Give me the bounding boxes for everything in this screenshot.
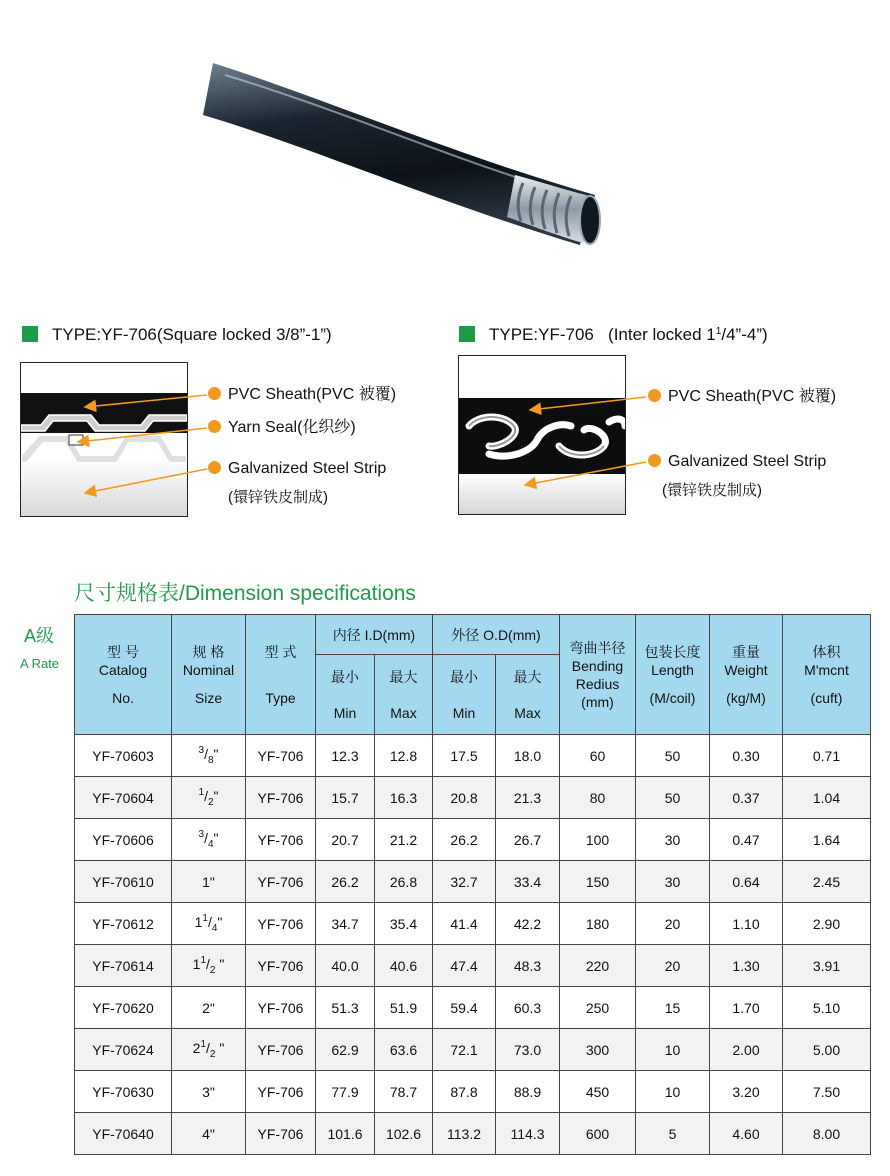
- cell-weight: 3.20: [710, 1071, 783, 1113]
- cell-type: YF-706: [246, 777, 316, 819]
- cell-length: 5: [636, 1113, 710, 1155]
- callout-steel-strip-left-cn: (镮锌铁皮制成): [228, 489, 328, 506]
- cell-length: 15: [636, 987, 710, 1029]
- cell-weight: 2.00: [710, 1029, 783, 1071]
- cell-od-max: 88.9: [496, 1071, 560, 1113]
- cell-length: 20: [636, 945, 710, 987]
- table-row: [75, 861, 871, 903]
- header-catalog: 型 号 Catalog No.: [75, 615, 172, 735]
- cell-length: 10: [636, 1029, 710, 1071]
- cell-size: 1": [172, 861, 246, 903]
- hose-product-image: [195, 45, 635, 260]
- callout-steel-strip-right: Galvanized Steel Strip: [648, 452, 826, 472]
- cell-catalog: YF-70630: [75, 1071, 172, 1113]
- cell-volume: 1.64: [783, 819, 871, 861]
- cell-catalog: YF-70640: [75, 1113, 172, 1155]
- callout-steel-strip-left: Galvanized Steel Strip: [208, 459, 386, 479]
- cell-weight: 1.70: [710, 987, 783, 1029]
- orange-dot-icon: [208, 420, 221, 433]
- callout-pvc-sheath-right: PVC Sheath(PVC 被覆): [648, 387, 836, 407]
- cell-type: YF-706: [246, 903, 316, 945]
- type-title-inter: TYPE:YF-706: [489, 325, 594, 344]
- cell-bend: 80: [560, 777, 636, 819]
- cell-bend: 220: [560, 945, 636, 987]
- cell-volume: 1.04: [783, 777, 871, 819]
- cell-size: $2^1/_2$ ": [172, 1029, 246, 1071]
- callout-pvc-sheath-left: PVC Sheath(PVC 被覆): [208, 385, 396, 405]
- cell-od-max: 18.0: [496, 735, 560, 777]
- cell-id-min: 34.7: [316, 903, 375, 945]
- cell-od-max: 73.0: [496, 1029, 560, 1071]
- header-type: 型 式 Type: [246, 615, 316, 735]
- cell-catalog: YF-70604: [75, 777, 172, 819]
- table-row: [75, 735, 871, 777]
- cell-volume: 3.91: [783, 945, 871, 987]
- cell-id-max: 51.9: [375, 987, 433, 1029]
- section-title: 尺寸规格表/Dimension specifications: [74, 582, 416, 605]
- dimension-spec-table: [74, 614, 871, 1155]
- cell-od-min: 26.2: [433, 819, 496, 861]
- callout-yarn-seal: Yarn Seal(化织纱): [208, 418, 356, 438]
- cell-od-max: 33.4: [496, 861, 560, 903]
- cell-type: YF-706: [246, 987, 316, 1029]
- cell-size: $1^1/_2$ ": [172, 945, 246, 987]
- header-od-min: 最小 Min: [433, 655, 496, 735]
- orange-dot-icon: [648, 389, 661, 402]
- header-bend: 弯曲半径 Bending Redius (mm): [560, 615, 636, 735]
- cell-id-max: 40.6: [375, 945, 433, 987]
- type-heading-square: [22, 325, 332, 345]
- cell-id-max: 78.7: [375, 1071, 433, 1113]
- cell-catalog: YF-70612: [75, 903, 172, 945]
- cell-type: YF-706: [246, 1113, 316, 1155]
- cell-catalog: YF-70606: [75, 819, 172, 861]
- cell-id-min: 20.7: [316, 819, 375, 861]
- type-title-square: TYPE:YF-706(Square locked 3/8”-1”): [52, 325, 332, 344]
- cell-id-min: 77.9: [316, 1071, 375, 1113]
- cell-id-min: 12.3: [316, 735, 375, 777]
- cell-od-min: 32.7: [433, 861, 496, 903]
- square-locked-cross-section: [20, 362, 188, 517]
- cell-id-min: 40.0: [316, 945, 375, 987]
- cell-id-max: 26.8: [375, 861, 433, 903]
- cell-id-max: 35.4: [375, 903, 433, 945]
- cell-id-max: 102.6: [375, 1113, 433, 1155]
- cell-length: 30: [636, 861, 710, 903]
- cell-type: YF-706: [246, 945, 316, 987]
- cell-catalog: YF-70614: [75, 945, 172, 987]
- cell-length: 50: [636, 735, 710, 777]
- grade-sub-label: A Rate: [20, 656, 60, 671]
- cell-bend: 600: [560, 1113, 636, 1155]
- cell-weight: 4.60: [710, 1113, 783, 1155]
- cell-length: 20: [636, 903, 710, 945]
- cell-volume: 8.00: [783, 1113, 871, 1155]
- cell-bend: 150: [560, 861, 636, 903]
- cell-od-min: 72.1: [433, 1029, 496, 1071]
- cell-weight: 1.10: [710, 903, 783, 945]
- cell-length: 10: [636, 1071, 710, 1113]
- cell-od-min: 87.8: [433, 1071, 496, 1113]
- cell-id-min: 51.3: [316, 987, 375, 1029]
- cell-id-min: 101.6: [316, 1113, 375, 1155]
- cell-od-max: 48.3: [496, 945, 560, 987]
- cell-catalog: YF-70620: [75, 987, 172, 1029]
- table-row: [75, 1071, 871, 1113]
- cell-size: 3": [172, 1071, 246, 1113]
- cell-id-min: 15.7: [316, 777, 375, 819]
- cell-bend: 100: [560, 819, 636, 861]
- cell-od-min: 47.4: [433, 945, 496, 987]
- cell-id-max: 16.3: [375, 777, 433, 819]
- cell-bend: 450: [560, 1071, 636, 1113]
- cell-bend: 180: [560, 903, 636, 945]
- cell-od-min: 41.4: [433, 903, 496, 945]
- cell-type: YF-706: [246, 735, 316, 777]
- cell-volume: 5.10: [783, 987, 871, 1029]
- cell-od-min: 59.4: [433, 987, 496, 1029]
- cell-bend: 300: [560, 1029, 636, 1071]
- green-square-icon: [22, 326, 38, 342]
- header-volume: 体积 M'mcnt (cuft): [783, 615, 871, 735]
- cell-od-min: 113.2: [433, 1113, 496, 1155]
- cell-size: $^3/_4$": [172, 819, 246, 861]
- cell-bend: 60: [560, 735, 636, 777]
- cell-size: 2": [172, 987, 246, 1029]
- cell-catalog: YF-70624: [75, 1029, 172, 1071]
- header-id: 内径 I.D(mm): [316, 615, 433, 655]
- cell-weight: 1.30: [710, 945, 783, 987]
- header-id-max: 最大 Max: [375, 655, 433, 735]
- orange-dot-icon: [208, 387, 221, 400]
- cell-weight: 0.64: [710, 861, 783, 903]
- cell-type: YF-706: [246, 819, 316, 861]
- cell-od-max: 26.7: [496, 819, 560, 861]
- cell-od-min: 17.5: [433, 735, 496, 777]
- cell-type: YF-706: [246, 1029, 316, 1071]
- cell-length: 30: [636, 819, 710, 861]
- cell-od-min: 20.8: [433, 777, 496, 819]
- cell-id-min: 26.2: [316, 861, 375, 903]
- cell-volume: 5.00: [783, 1029, 871, 1071]
- cell-od-max: 42.2: [496, 903, 560, 945]
- cell-weight: 0.37: [710, 777, 783, 819]
- cell-type: YF-706: [246, 861, 316, 903]
- inter-locked-cross-section: [458, 355, 626, 515]
- cell-catalog: YF-70603: [75, 735, 172, 777]
- header-weight: 重量 Weight (kg/M): [710, 615, 783, 735]
- cell-volume: 2.90: [783, 903, 871, 945]
- table-row: [75, 819, 871, 861]
- cell-od-max: 21.3: [496, 777, 560, 819]
- cell-od-max: 114.3: [496, 1113, 560, 1155]
- header-od: 外径 O.D(mm): [433, 615, 560, 655]
- cell-weight: 0.47: [710, 819, 783, 861]
- grade-label: A级: [24, 626, 55, 646]
- cell-size: $^1/_2$": [172, 777, 246, 819]
- table-row: [75, 945, 871, 987]
- cell-id-min: 62.9: [316, 1029, 375, 1071]
- cell-catalog: YF-70610: [75, 861, 172, 903]
- header-od-max: 最大 Max: [496, 655, 560, 735]
- cell-volume: 7.50: [783, 1071, 871, 1113]
- header-nominal: 规 格 Nominal Size: [172, 615, 246, 735]
- cell-weight: 0.30: [710, 735, 783, 777]
- cell-id-max: 12.8: [375, 735, 433, 777]
- header-length: 包装长度 Length (M/coil): [636, 615, 710, 735]
- type-heading-inter: TYPE:YF-706 (Inter locked $1^1/4”-4$”): [459, 325, 768, 345]
- green-square-icon: [459, 326, 475, 342]
- header-id-min: 最小 Min: [316, 655, 375, 735]
- cell-od-max: 60.3: [496, 987, 560, 1029]
- cell-volume: 0.71: [783, 735, 871, 777]
- cell-length: 50: [636, 777, 710, 819]
- orange-dot-icon: [648, 454, 661, 467]
- table-row: [75, 987, 871, 1029]
- cell-size: 4": [172, 1113, 246, 1155]
- cell-id-max: 63.6: [375, 1029, 433, 1071]
- cell-volume: 2.45: [783, 861, 871, 903]
- cell-size: $^3/_8$": [172, 735, 246, 777]
- cell-id-max: 21.2: [375, 819, 433, 861]
- orange-dot-icon: [208, 461, 221, 474]
- cell-type: YF-706: [246, 1071, 316, 1113]
- cell-size: $1^1/_4$": [172, 903, 246, 945]
- cell-bend: 250: [560, 987, 636, 1029]
- table-row: [75, 1113, 871, 1155]
- callout-steel-strip-right-cn: (镮锌铁皮制成): [662, 482, 762, 499]
- table-row: [75, 903, 871, 945]
- table-row: [75, 777, 871, 819]
- table-row: [75, 1029, 871, 1071]
